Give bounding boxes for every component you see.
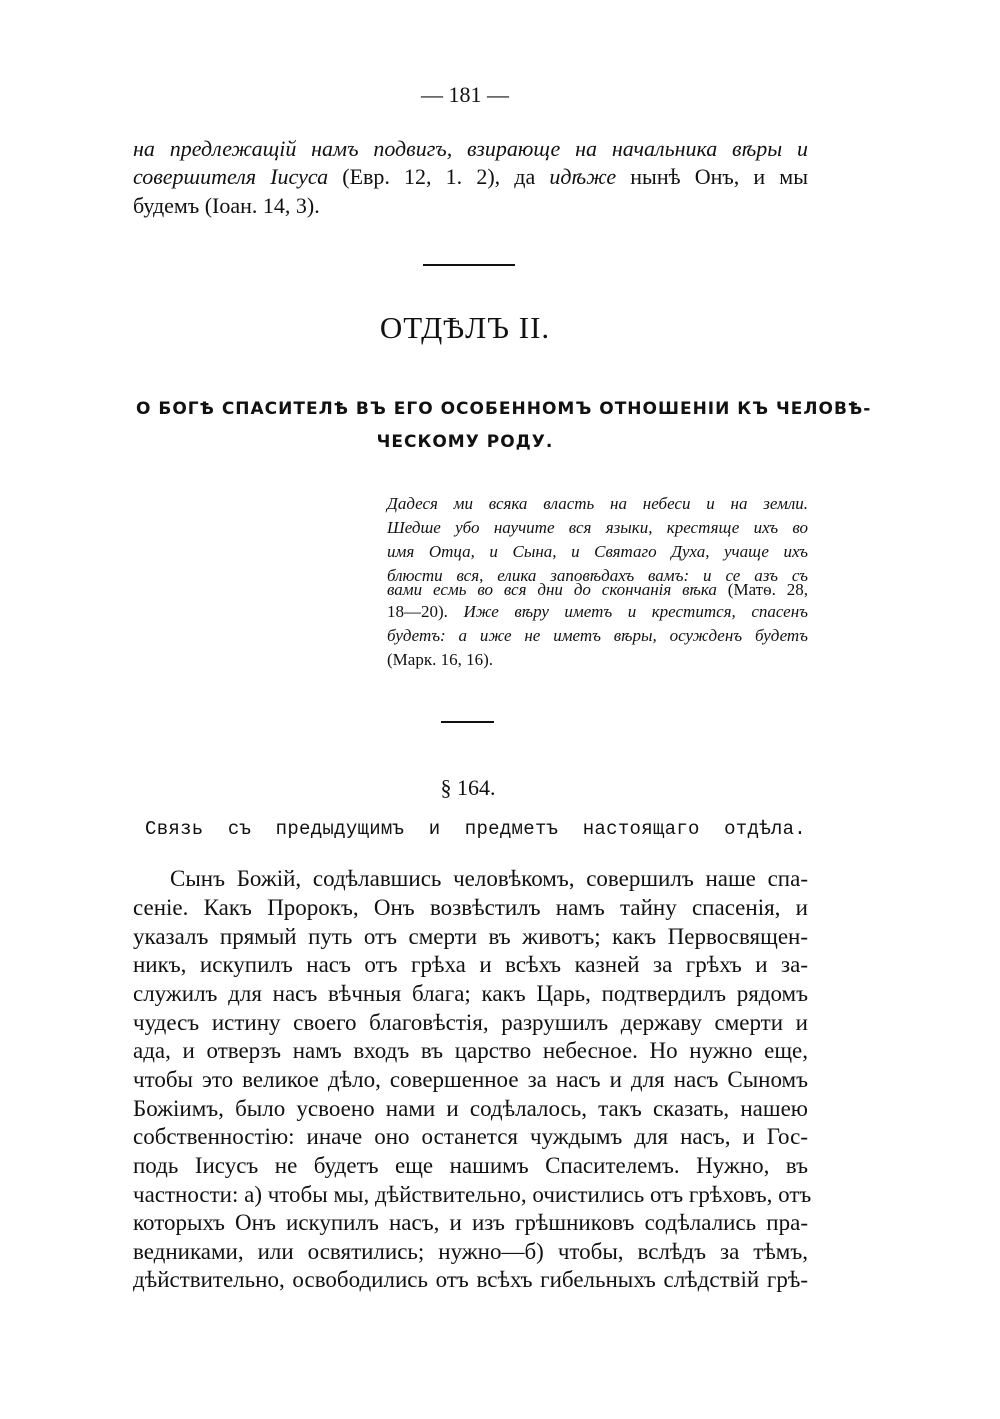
epigraph-line-6-italic: Иже вѣру иметъ и крестится, спасенъ [463,602,808,621]
continuation-line-2 [133,164,808,190]
body-line-9: Божіимъ, было усвоено нами и содѣлалось, такъ сказать, нашею [133,1096,808,1121]
body-line-1: Сынъ Божій, содѣлавшись человѣкомъ, совершилъ наше спа- [170,866,808,891]
paragraph-number: § 164. [440,775,496,800]
body-line-5: служилъ для насъ вѣчныя блага; какъ Царь, подтвердилъ рядомъ [133,981,808,1006]
section-subtitle-line-2: ЧЕСКОМУ РОДУ. [376,432,554,452]
page-number: — 181 — [421,82,509,107]
continuation-line-2-italic-a: совершителя Іисуса [133,164,329,189]
body-line-11: подь Іисусъ не будетъ еще нашимъ Спасителемъ. Нужно, въ [133,1153,808,1178]
epigraph-line-3: имя Отца, и Сына, и Святаго Духа, учаще ихъ [387,542,808,561]
body-line-12: частности: а) чтобы мы, дѣйствительно, очистились отъ грѣховъ, отъ [133,1182,812,1207]
body-line-6: чудесъ истину своего благовѣстія, разрушилъ державу смерти и [133,1010,808,1035]
epigraph-line-1: Дадеся ми всяка власть на небеси и на земли. [387,494,808,513]
epigraph-line-5-plain: (Матѳ. 28, [716,580,809,599]
body-line-2: сеніе. Какъ Пророкъ, Онъ возвѣстилъ намъ тайну спасенія, и [133,895,808,920]
body-line-10: собственностію: иначе оно останется чуждымъ для насъ, и Гос- [133,1124,808,1149]
body-line-8: чтобы это великое дѣло, совершенное за насъ и для насъ Сыномъ [133,1067,808,1092]
epigraph-line-7: будетъ: а иже не иметъ вѣры, осужденъ будетъ [387,626,808,645]
section-subtitle-line-1: О БОГѢ СПАСИТЕЛѢ ВЪ ЕГО ОСОБЕННОМЪ ОТНОШЕНІИ КЪ ЧЕЛОВѢ- [136,399,872,419]
epigraph-line-5-italic: вами есмь во вся дни до скончанія вѣка [387,580,717,599]
epigraph-line-8: (Марк. 16, 16). [387,650,493,669]
continuation-line-1-text: на предлежащій намъ подвигъ, взирающе на начальника вѣры и [133,136,808,161]
separator-rule-middle [441,721,494,723]
epigraph-line-2: Шедше убо научите вся языки, крестяще ихъ во [387,518,808,537]
continuation-line-2-plain-a: (Евр. 12, 1. 2), да [328,164,550,189]
epigraph-line-4: блюсти вся, елика заповѣдахъ вамъ: и се азъ съ [387,566,808,585]
body-line-14: ведниками, или освятились; нужно—б) чтобы, вслѣдъ за тѣмъ, [133,1239,808,1264]
epigraph-line-6-plain: 18—20). [387,602,464,621]
continuation-line-2-plain-b: нынѣ Онъ, и мы [616,164,808,189]
body-line-13: которыхъ Онъ искупилъ насъ, и изъ грѣшниковъ содѣлались пра- [133,1210,808,1235]
separator-rule-top [423,264,515,266]
body-line-7: ада, и отверзъ намъ входъ въ царство небесное. Но нужно еще, [133,1038,808,1063]
body-line-4: никъ, искупилъ насъ отъ грѣха и всѣхъ казней за грѣхъ и за- [133,952,808,977]
paragraph-heading: Связь съ предыдущимъ и предметъ настоящаго отдѣла. [145,818,806,840]
section-title: ОТДѢЛЪ II. [379,310,551,345]
body-line-15: дѣйствительно, освободились отъ всѣхъ гибельныхъ слѣдствій грѣ- [133,1267,808,1292]
body-line-3: указалъ прямый путь отъ смерти въ животъ; какъ Первосвящен- [133,924,808,949]
continuation-line-3: будемъ (Іоан. 14, 3). [133,193,320,218]
epigraph-line-6 [387,602,808,622]
epigraph-line-5 [387,580,808,600]
continuation-line-1 [133,136,808,162]
continuation-line-2-italic-b: идѣже [549,164,617,189]
